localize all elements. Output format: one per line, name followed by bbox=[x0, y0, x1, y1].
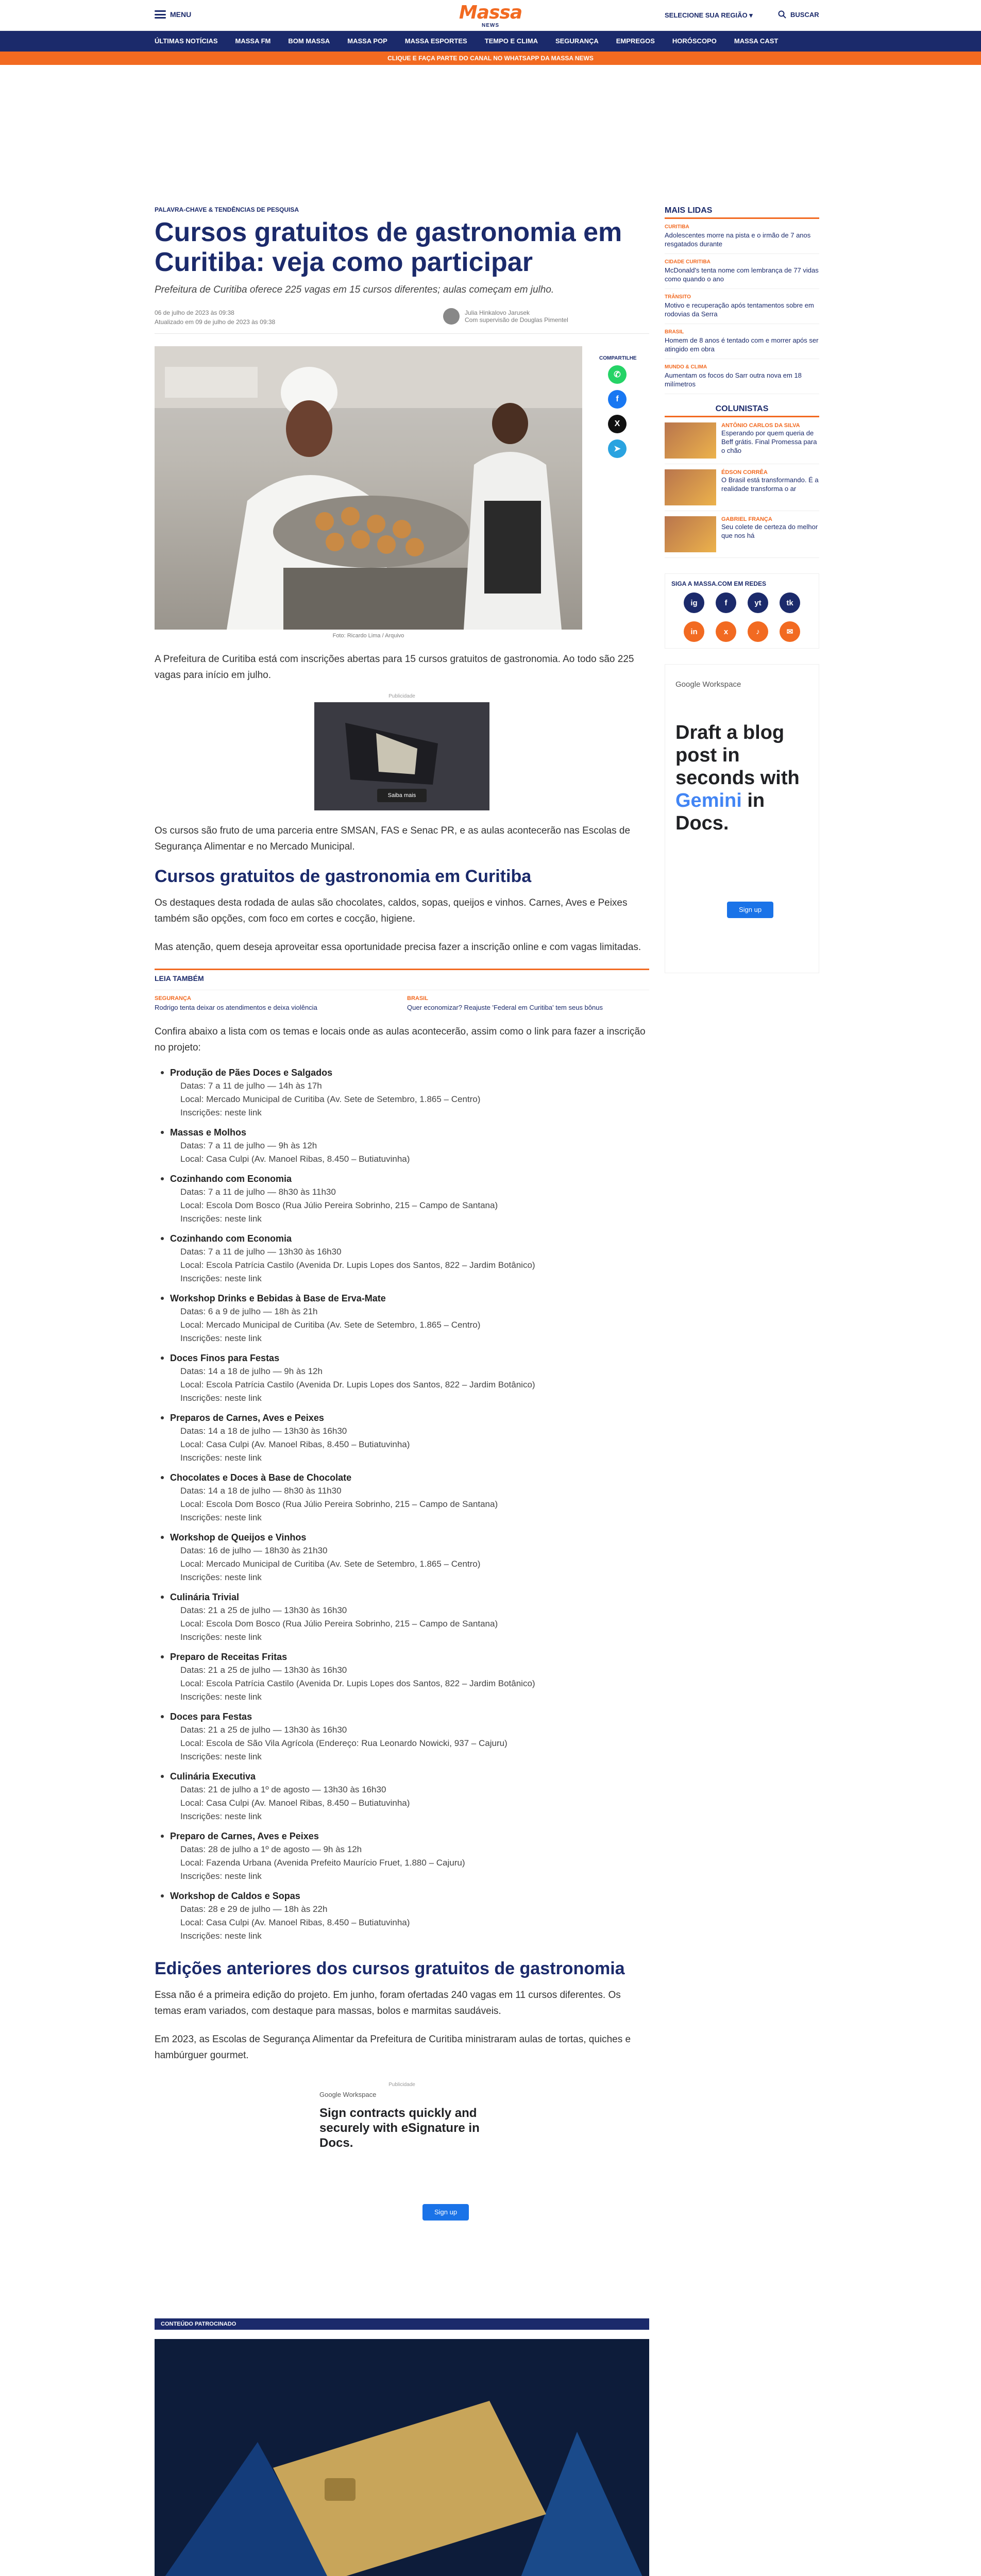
ad-headline: Sign contracts quickly and securely with eSignature in Docs. bbox=[319, 2106, 480, 2150]
menu-button[interactable] bbox=[155, 10, 191, 19]
section-heading: Cursos gratuitos de gastronomia em Curitiba bbox=[155, 867, 532, 886]
course-detail[interactable]: Inscrições: neste link bbox=[180, 1572, 262, 1582]
nav-item[interactable]: BOM MASSA bbox=[288, 37, 330, 45]
paragraph-4: Mas atenção, quem deseja aproveitar essa oportunidade precisa fazer a inscrição online e com vagas limitadas. bbox=[155, 942, 641, 953]
course-item bbox=[155, 1710, 649, 1764]
nav-item[interactable]: ÚLTIMAS NOTÍCIAS bbox=[155, 37, 218, 45]
course-item bbox=[155, 1066, 649, 1120]
author-block[interactable] bbox=[443, 308, 568, 325]
sponsored-heading: CONTEÚDO PATROCINADO bbox=[155, 2318, 649, 2330]
course-detail: Local: Escola Dom Bosco (Rua Júlio Pereira Sobrinho, 215 – Campo de Santana) bbox=[180, 1499, 498, 1509]
course-detail[interactable]: Inscrições: neste link bbox=[180, 1453, 262, 1463]
columnist-item[interactable]: ÉDSON CORRÊA O Brasil está transformando. É a realidade transforma o ar bbox=[665, 464, 819, 511]
article-meta bbox=[155, 308, 649, 334]
course-name: Chocolates e Doces à Base de Chocolate bbox=[170, 1472, 352, 1483]
course-item bbox=[155, 1172, 649, 1226]
course-name: Workshop de Queijos e Vinhos bbox=[170, 1532, 307, 1543]
course-detail[interactable]: Inscrições: neste link bbox=[180, 1752, 262, 1761]
course-item bbox=[155, 1770, 649, 1823]
course-detail: Local: Casa Culpi (Av. Manoel Ribas, 8.450 – Butiatuvinha) bbox=[180, 1918, 410, 1927]
published-date: 06 de julho de 2023 às 09:38 bbox=[155, 309, 234, 316]
whatsapp-icon[interactable]: ✆ bbox=[608, 365, 627, 384]
chevron-down-icon: ▾ bbox=[749, 11, 753, 19]
menu-label: MENU bbox=[170, 10, 192, 19]
course-detail: Local: Fazenda Urbana (Avenida Prefeito Maurício Fruet, 1.880 – Cajuru) bbox=[180, 1858, 465, 1868]
most-read-item[interactable]: MUNDO & CLIMA Aumentam os focos do Sarr outra nova em 18 milímetros bbox=[665, 359, 819, 394]
course-detail: Datas: 14 a 18 de julho — 9h às 12h bbox=[180, 1366, 323, 1376]
linkedin-icon[interactable]: in bbox=[684, 621, 704, 642]
nav-item[interactable]: MASSA FM bbox=[235, 37, 271, 45]
course-name: Cozinhando com Economia bbox=[170, 1233, 292, 1244]
course-name: Workshop de Caldos e Sopas bbox=[170, 1891, 300, 1901]
course-item bbox=[155, 1471, 649, 1524]
course-name: Workshop Drinks e Bebidas à Base de Erva-Mate bbox=[170, 1293, 386, 1303]
article bbox=[155, 206, 649, 2245]
whatsapp-promo-bar[interactable]: CLIQUE E FAÇA PARTE DO CANAL NO WHATSAPP DA MASSA NEWS bbox=[0, 52, 981, 65]
paragraph-6: Essa não é a primeira edição do projeto. Em junho, foram ofertadas 240 vagas em 11 cursos diferentes. Os temas eram variados, com destaque para massas, bolos e marmitas saudáveis. bbox=[155, 1990, 621, 2016]
course-detail: Local: Mercado Municipal de Curitiba (Av. Sete de Setembro, 1.865 – Centro) bbox=[180, 1559, 481, 1569]
course-detail: Datas: 16 de julho — 18h30 às 21h30 bbox=[180, 1546, 328, 1555]
course-detail: Local: Escola Patrícia Castilo (Avenida Dr. Lupis Lopes dos Santos, 822 – Jardim Botânico) bbox=[180, 1679, 535, 1688]
ad-brand: Google Workspace bbox=[319, 2091, 377, 2098]
course-detail: Datas: 7 a 11 de julho — 8h30 às 11h30 bbox=[180, 1187, 336, 1197]
course-item bbox=[155, 1292, 649, 1345]
nav-item[interactable]: MASSA POP bbox=[347, 37, 387, 45]
telegram-icon[interactable]: ➤ bbox=[608, 439, 627, 458]
google-workspace-ad[interactable] bbox=[319, 2091, 484, 2245]
nav-item[interactable]: MASSA CAST bbox=[734, 37, 779, 45]
most-read-item[interactable]: TRÂNSITO Motivo e recuperação após tentamentos sobre em rodovias da Serra bbox=[665, 289, 819, 324]
course-detail: Local: Escola Patrícia Castilo (Avenida Dr. Lupis Lopes dos Santos, 822 – Jardim Botânico) bbox=[180, 1260, 535, 1270]
facebook-icon[interactable]: f bbox=[716, 592, 736, 613]
ad-brand: Google Workspace bbox=[675, 680, 741, 689]
course-detail: Datas: 21 de julho a 1º de agosto — 13h30 às 16h30 bbox=[180, 1785, 386, 1794]
read-also-item[interactable]: SEGURANÇA Rodrigo tenta deixar os atendimentos e deixa violência bbox=[155, 995, 317, 1011]
ad-label: Publicidade bbox=[388, 693, 415, 699]
course-detail[interactable]: Inscrições: neste link bbox=[180, 1632, 262, 1642]
nav-item[interactable]: MASSA ESPORTES bbox=[404, 37, 467, 45]
course-name: Massas e Molhos bbox=[170, 1127, 247, 1138]
x-icon[interactable]: x bbox=[716, 621, 736, 642]
ad-label: Publicidade bbox=[388, 2082, 415, 2088]
course-detail: Datas: 14 a 18 de julho — 8h30 às 11h30 bbox=[180, 1486, 342, 1496]
columnist-item[interactable]: ANTÔNIO CARLOS DA SILVA Esperando por quem queria de Beff grátis. Final Promessa para o chão bbox=[665, 417, 819, 464]
course-name: Doces para Festas bbox=[170, 1711, 252, 1722]
course-item bbox=[155, 1126, 649, 1166]
course-detail: Local: Escola Patrícia Castilo (Avenida Dr. Lupis Lopes dos Santos, 822 – Jardim Botânico) bbox=[180, 1380, 535, 1389]
course-detail[interactable]: Inscrições: neste link bbox=[180, 1108, 262, 1117]
course-detail[interactable]: Inscrições: neste link bbox=[180, 1274, 262, 1283]
sidebar bbox=[665, 206, 819, 973]
top-header bbox=[0, 0, 981, 31]
article-title: Cursos gratuitos de gastronomia em Curitiba: veja como participar bbox=[155, 217, 622, 277]
read-also-item[interactable]: BRASIL Quer economizar? Reajuste 'Federal em Curitiba' tem seus bônus bbox=[407, 995, 603, 1011]
course-detail[interactable]: Inscrições: neste link bbox=[180, 1393, 262, 1403]
course-name: Preparos de Carnes, Aves e Peixes bbox=[170, 1413, 324, 1423]
course-item bbox=[155, 1889, 649, 1943]
course-name: Preparo de Receitas Fritas bbox=[170, 1652, 287, 1662]
course-detail: Local: Casa Culpi (Av. Manoel Ribas, 8.450 – Butiatuvinha) bbox=[180, 1798, 410, 1808]
social-title: SIGA A MASSA.COM EM REDES bbox=[671, 580, 767, 587]
most-read-item[interactable]: CURITIBA Adolescentes morre na pista e o irmão de 7 anos resgatados durante bbox=[665, 219, 819, 254]
share-rail bbox=[599, 355, 635, 464]
article-kicker[interactable]: PALAVRA-CHAVE & TENDÊNCIAS DE PESQUISA bbox=[155, 206, 299, 213]
course-name: Culinária Executiva bbox=[170, 1771, 256, 1782]
course-detail: Datas: 28 e 29 de julho — 18h às 22h bbox=[180, 1904, 328, 1914]
most-read-heading: MAIS LIDAS bbox=[665, 206, 819, 219]
course-detail: Datas: 14 a 18 de julho — 13h30 às 16h30 bbox=[180, 1426, 347, 1436]
social-follow-box bbox=[665, 573, 819, 649]
course-detail: Datas: 7 a 11 de julho — 14h às 17h bbox=[180, 1081, 322, 1091]
sidebar-ad[interactable] bbox=[665, 664, 819, 973]
course-detail: Datas: 6 a 9 de julho — 18h às 21h bbox=[180, 1307, 318, 1316]
paragraph-3: Os destaques desta rodada de aulas são chocolates, caldos, sopas, queijos e vinhos. Carnes, Aves e Peixes também são opções, com foco em cortes e cocção, higiene. bbox=[155, 897, 628, 924]
columnist-photo bbox=[665, 469, 716, 505]
course-detail[interactable]: Inscrições: neste link bbox=[180, 1692, 262, 1702]
section-heading-previous: Edições anteriores dos cursos gratuitos de gastronomia bbox=[155, 1959, 625, 1978]
nav-item[interactable]: EMPREGOS bbox=[616, 37, 655, 45]
course-item bbox=[155, 1531, 649, 1584]
nav-item[interactable]: TEMPO E CLIMA bbox=[484, 37, 538, 45]
columnist-photo bbox=[665, 422, 716, 459]
course-name: Doces Finos para Festas bbox=[170, 1353, 280, 1363]
search-icon bbox=[778, 10, 786, 19]
course-detail[interactable]: Inscrições: neste link bbox=[180, 1871, 262, 1881]
course-detail: Datas: 21 a 25 de julho — 13h30 às 16h30 bbox=[180, 1665, 347, 1675]
columnist-item[interactable]: GABRIEL FRANÇA Seu colete de certeza do melhor que nos há bbox=[665, 511, 819, 558]
course-detail: Datas: 7 a 11 de julho — 13h30 às 16h30 bbox=[180, 1247, 342, 1257]
course-detail[interactable]: Inscrições: neste link bbox=[180, 1811, 262, 1821]
course-detail[interactable]: Inscrições: neste link bbox=[180, 1214, 262, 1224]
course-item bbox=[155, 1351, 649, 1405]
course-detail: Datas: 21 a 25 de julho — 13h30 às 16h30 bbox=[180, 1725, 347, 1735]
updated-date: Atualizado em 09 de julho de 2023 às 09:38 bbox=[155, 318, 276, 326]
ad-headline: Draft a blog post in seconds with Gemini in Docs. bbox=[675, 722, 800, 834]
facebook-icon[interactable]: f bbox=[608, 390, 627, 409]
hero-image bbox=[155, 346, 582, 630]
ad-signup-button[interactable]: Sign up bbox=[422, 2204, 469, 2221]
course-detail: Local: Escola Dom Bosco (Rua Júlio Pereira Sobrinho, 215 – Campo de Santana) bbox=[180, 1619, 498, 1629]
course-name: Preparo de Carnes, Aves e Peixes bbox=[170, 1831, 319, 1841]
course-detail[interactable]: Inscrições: neste link bbox=[180, 1931, 262, 1941]
ad-cta-button[interactable]: Saiba mais bbox=[377, 789, 427, 802]
logo-text: Massa bbox=[459, 2, 522, 23]
course-detail: Local: Casa Culpi (Av. Manoel Ribas, 8.450 – Butiatuvinha) bbox=[180, 1439, 410, 1449]
read-also-box bbox=[155, 969, 649, 1011]
image-caption: Foto: Ricardo Lima / Arquivo bbox=[332, 633, 404, 639]
course-item bbox=[155, 1590, 649, 1644]
course-name: Cozinhando com Economia bbox=[170, 1174, 292, 1184]
tiktok-icon[interactable]: tk bbox=[780, 592, 800, 613]
author-role: Com supervisão de Douglas Pimentel bbox=[465, 316, 568, 324]
paragraph-7: Em 2023, as Escolas de Segurança Alimentar da Prefeitura de Curitiba ministraram aulas de tortas, quiches e hambúrguer gourmet. bbox=[155, 2034, 631, 2061]
chef-photo bbox=[155, 346, 582, 630]
hamburger-icon bbox=[155, 10, 166, 19]
region-selector[interactable]: SELECIONE SUA REGIÃO ▾ bbox=[665, 11, 753, 19]
course-detail[interactable]: Inscrições: neste link bbox=[180, 1333, 262, 1343]
author-name: Julia Hinkalovo Jarusek bbox=[465, 309, 530, 316]
course-detail: Datas: 7 a 11 de julho — 9h às 12h bbox=[180, 1141, 317, 1150]
most-read-item[interactable]: BRASIL Homem de 8 anos é tentado com e morrer após ser atingido em obra bbox=[665, 324, 819, 359]
course-detail: Local: Escola Dom Bosco (Rua Júlio Pereira Sobrinho, 215 – Campo de Santana) bbox=[180, 1200, 498, 1210]
ad-signup-button[interactable]: Sign up bbox=[727, 902, 773, 918]
course-detail: Local: Casa Culpi (Av. Manoel Ribas, 8.450 – Butiatuvinha) bbox=[180, 1154, 410, 1164]
course-list bbox=[155, 1066, 649, 1943]
columnists-heading: COLUNISTAS bbox=[665, 404, 819, 417]
credit-card-image bbox=[155, 2339, 649, 2576]
paragraph-2: Os cursos são fruto de uma parceria entre SMSAN, FAS e Senac PR, e as aulas acontecerão nas Escolas de Segurança Alimentar e no Mercado Municipal. bbox=[155, 825, 631, 852]
mail-icon[interactable]: ✉ bbox=[780, 621, 800, 642]
course-detail: Datas: 21 a 25 de julho — 13h30 às 16h30 bbox=[180, 1605, 347, 1615]
columnist-photo bbox=[665, 516, 716, 552]
logo-sub: NEWS bbox=[482, 23, 499, 28]
instagram-icon[interactable]: ig bbox=[684, 592, 704, 613]
course-detail: Datas: 28 de julho a 1º de agosto — 9h às 12h bbox=[180, 1844, 362, 1854]
most-read-item[interactable]: CIDADE CURITIBA McDonald's tenta nome com lembrança de 77 vidas como quando o ano bbox=[665, 254, 819, 289]
course-item bbox=[155, 1829, 649, 1883]
read-also-label: LEIA TAMBÉM bbox=[155, 974, 204, 982]
search-button[interactable] bbox=[778, 10, 819, 19]
video-ad[interactable] bbox=[314, 702, 489, 810]
paragraph-intro: A Prefeitura de Curitiba está com inscrições abertas para 15 cursos gratuitos de gastronomia. Ao todo são 225 vagas para início em julho. bbox=[155, 654, 634, 681]
course-detail[interactable]: Inscrições: neste link bbox=[180, 1513, 262, 1522]
music-icon[interactable]: ♪ bbox=[748, 621, 768, 642]
nav-item[interactable]: SEGURANÇA bbox=[555, 37, 599, 45]
course-name: Culinária Trivial bbox=[170, 1592, 240, 1602]
paragraph-5: Confira abaixo a lista com os temas e locais onde as aulas acontecerão, assim como o link para fazer a inscrição no projeto: bbox=[155, 1026, 646, 1053]
course-name: Produção de Pães Doces e Salgados bbox=[170, 1067, 333, 1078]
course-detail: Local: Mercado Municipal de Curitiba (Av. Sete de Setembro, 1.865 – Centro) bbox=[180, 1094, 481, 1104]
course-detail: Local: Escola de São Vila Agrícola (Endereço: Rua Leonardo Nowicki, 937 – Cajuru) bbox=[180, 1738, 508, 1748]
course-item bbox=[155, 1650, 649, 1704]
share-label: COMPARTILHE bbox=[599, 355, 637, 361]
course-item bbox=[155, 1411, 649, 1465]
avatar bbox=[443, 308, 460, 325]
search-label: BUSCAR bbox=[790, 10, 819, 19]
main-nav bbox=[0, 31, 981, 52]
sponsored-card-big[interactable] bbox=[155, 2339, 649, 2576]
course-item bbox=[155, 1232, 649, 1285]
x-icon[interactable]: X bbox=[608, 415, 627, 433]
course-detail: Local: Mercado Municipal de Curitiba (Av. Sete de Setembro, 1.865 – Centro) bbox=[180, 1320, 481, 1330]
site-logo[interactable] bbox=[444, 3, 537, 28]
youtube-icon[interactable]: yt bbox=[748, 592, 768, 613]
article-subtitle: Prefeitura de Curitiba oferece 225 vagas em 15 cursos diferentes; aulas começam em julho. bbox=[155, 284, 554, 295]
nav-item[interactable]: HORÓSCOPO bbox=[672, 37, 717, 45]
